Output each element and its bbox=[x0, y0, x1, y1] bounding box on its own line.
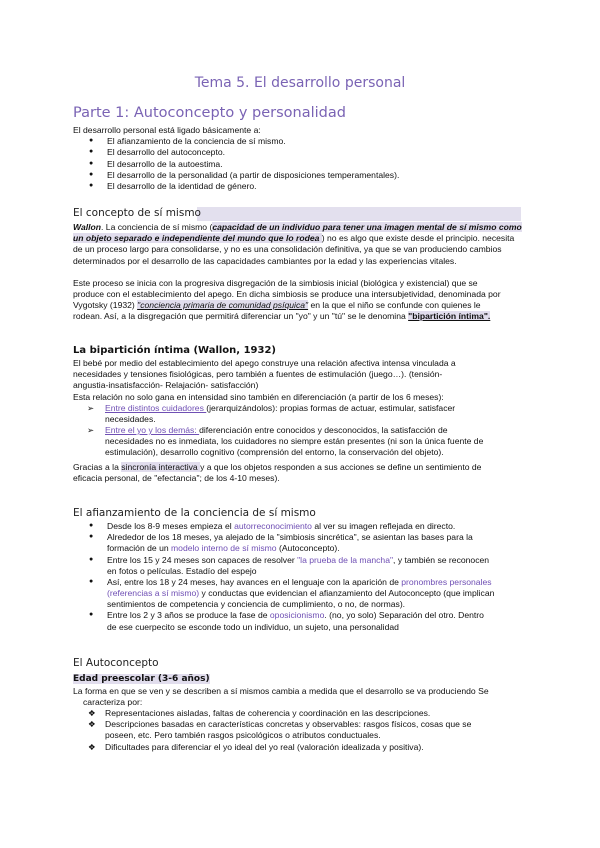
list-item bbox=[73, 577, 543, 611]
arrow-bullet-icon: ➢ bbox=[87, 425, 95, 436]
diamond-bullet-icon: ❖ bbox=[88, 719, 96, 730]
text: necesidades no es inmediata, los cuidadores no siempre están presentes (ni son la única fuente de bbox=[105, 436, 484, 447]
text: (jerarquizándolos): propias formas de actuar, estimular, satisfacer bbox=[206, 402, 456, 413]
part1-section bbox=[73, 125, 528, 192]
autoconcepto-section bbox=[73, 673, 533, 753]
text: El bebé por medio del establecimiento del apego construye una relación afectiva intensa vinculada a bbox=[73, 358, 456, 368]
arrow-bullet-icon: ➢ bbox=[87, 402, 95, 413]
text: de ese cuerpecito se esconde todo un individuo, un sujeto, una personalidad bbox=[107, 621, 399, 632]
sincronia-highlight: sincronía interactiva bbox=[121, 461, 201, 472]
list-item bbox=[73, 521, 543, 532]
biparticion-section bbox=[73, 358, 533, 484]
afianzamiento-list bbox=[73, 521, 543, 633]
text: poseen, etc. Pero también rasgos psicológicos o atributos conductuales. bbox=[105, 730, 381, 741]
text: Entre los 2 y 3 años se produce la fase de bbox=[107, 610, 270, 621]
term: "la prueba de la mancha" bbox=[297, 554, 394, 565]
list-item bbox=[73, 555, 543, 577]
part1-intro: El desarrollo personal está ligado básicamente a: bbox=[73, 125, 261, 135]
text: Descripciones basadas en características concretas y observables: rasgos físicos, cosas que se bbox=[105, 719, 472, 730]
vygotsky-quote: "conciencia primaria de comunidad psíquica" bbox=[137, 300, 309, 311]
list-item bbox=[73, 742, 533, 753]
afianzamiento-heading: El afianzamiento de la conciencia de sí mismo bbox=[73, 507, 316, 519]
concepto-heading: El concepto de sí mismo bbox=[73, 207, 201, 219]
text: rodean. Así, a la disgregación que permitirá diferenciar un "yo" y un "tú" se le denomina bbox=[73, 311, 409, 322]
text: determinados por el desarrollo de las capacidades cambiantes por la edad y las experiencias vitales. bbox=[73, 255, 457, 266]
text: ) no es algo que existe desde el principio. necesita bbox=[321, 233, 515, 244]
text: caracteriza por: bbox=[83, 696, 143, 707]
text: de un proceso largo para consolidarse, y no es una consolidación definitiva, ya que se van produciendo cambios bbox=[73, 244, 502, 255]
text: diferenciación entre conocidos y desconocidos, la satisfacción de bbox=[199, 425, 448, 436]
definition-highlight: capacidad de un individuo para tener una imagen mental de sí mismo como bbox=[212, 222, 522, 232]
list-item bbox=[73, 532, 543, 554]
autoconcepto-heading: El Autoconcepto bbox=[73, 657, 159, 669]
text: formación de un bbox=[107, 543, 172, 554]
part1-list bbox=[73, 136, 528, 192]
list-item: ● El desarrollo del autoconcepto. bbox=[73, 147, 528, 158]
diamond-bullet-icon: ❖ bbox=[88, 741, 96, 752]
text: al ver su imagen reflejada en directo. bbox=[311, 521, 456, 531]
biparticion-heading-wrap bbox=[73, 344, 528, 357]
autoconcepto-heading-wrap bbox=[73, 657, 528, 671]
text: en fotos o películas. Estadío del espejo bbox=[107, 565, 257, 576]
text: eficacia personal, de "efectancia"; de los 4-10 meses). bbox=[73, 472, 280, 483]
page-title: Tema 5. El desarrollo personal bbox=[194, 75, 406, 91]
autoconcepto-subheading: Edad preescolar (3-6 años) bbox=[73, 674, 210, 684]
arrow-list bbox=[73, 403, 533, 459]
list-item bbox=[73, 610, 543, 632]
list-item: ● El desarrollo de la personalidad (a partir de disposiciones temperamentales). bbox=[73, 170, 528, 181]
text: , y también se reconocen bbox=[393, 554, 490, 565]
text: Dificultades para diferenciar el yo ideal del yo real (valoración idealizada y positiva). bbox=[105, 741, 424, 752]
definition-highlight: un objeto separado e independiente del mundo que lo rodea bbox=[73, 233, 322, 244]
concepto-heading-wrap bbox=[73, 207, 528, 221]
concepto-section bbox=[73, 222, 533, 322]
text: angustia-insatisfacción- Relajación- satisfacción) bbox=[73, 380, 259, 391]
text: Esta relación no solo gana en intensidad sino también en diferenciación (a partir de los 6 meses): bbox=[73, 391, 444, 402]
text: Este proceso se inicia con la progresiva disgregación de la simbiosis inicial (biológica y existencial) que se bbox=[73, 277, 478, 288]
part1-heading: Parte 1: Autoconcepto y personalidad bbox=[73, 105, 346, 121]
text: y conductas que evidencian el afianzamiento del Autoconcepto (que implican bbox=[199, 588, 495, 599]
text: y a que los objetos responden a sus acciones se define un sentimiento de bbox=[200, 461, 482, 472]
term: modelo interno de sí mismo bbox=[171, 543, 277, 554]
text: (Autoconcepto). bbox=[276, 543, 340, 554]
link-text: Entre el yo y los demás: bbox=[105, 425, 200, 436]
term: autorreconocimiento bbox=[234, 521, 312, 531]
term: pronombres personales bbox=[401, 576, 492, 587]
list-item: ● El afianzamiento de la conciencia de sí mismo. bbox=[73, 136, 528, 147]
diamond-list bbox=[73, 708, 533, 753]
text: La forma en que se ven y se describen a sí mismos cambia a medida que el desarrollo se va produciendo Se bbox=[73, 685, 489, 696]
text: estimulación), desarrollo cognitivo (comprensión del entorno, la conservación del objeto). bbox=[105, 447, 444, 458]
text: Desde los 8-9 meses empieza el bbox=[107, 521, 235, 531]
list-item bbox=[73, 425, 533, 459]
term: (referencias a sí mismo) bbox=[107, 588, 200, 599]
list-item bbox=[73, 403, 533, 425]
biparticion-heading: La bipartición íntima (Wallon, 1932) bbox=[73, 345, 276, 356]
text: . (no, yo solo) Separación del otro. Dentro bbox=[324, 610, 484, 621]
biparticion-term: "bipartición íntima". bbox=[408, 311, 491, 322]
link-text: Entre distintos cuidadores bbox=[105, 402, 207, 413]
text: Representaciones aisladas, faltas de coherencia y coordinación en las descripciones. bbox=[105, 708, 431, 719]
term: oposicionismo bbox=[269, 610, 325, 621]
text: necesidades y tensiones fisiológicas, pero también a fuentes de estimulación (juego…). (tensión- bbox=[73, 369, 443, 380]
text: Así, entre los 18 y 24 meses, hay avances en el lenguaje con la aparición de bbox=[107, 576, 402, 587]
text: . La conciencia de sí mismo ( bbox=[101, 222, 213, 232]
text: Entre los 15 y 24 meses son capaces de resolver bbox=[107, 554, 298, 565]
text: en la que el niño se confunde con quienes le bbox=[308, 300, 481, 311]
list-item: ● El desarrollo de la autoestima. bbox=[73, 159, 528, 170]
diamond-bullet-icon: ❖ bbox=[88, 708, 96, 719]
text: produce con el establecimiento del apego. En dicha simbiosis se produce una intersubjetividad, denominada por bbox=[73, 288, 501, 299]
text: Gracias a la bbox=[73, 461, 122, 472]
list-item bbox=[73, 719, 533, 741]
wallon-name: Wallon bbox=[73, 222, 102, 232]
text: sentimientos de competencia y conciencia de cumplimiento, o no, de normas). bbox=[107, 599, 406, 610]
list-item bbox=[73, 708, 533, 719]
text: Vygotsky (1932) bbox=[73, 300, 138, 311]
text: necesidades. bbox=[105, 413, 156, 424]
list-item: ● El desarrollo de la identidad de género. bbox=[73, 181, 528, 192]
text: ● Alrededor de los 18 meses, ya alejado de la "simbiosis sincrética", se asientan las bases para la bbox=[107, 532, 473, 543]
afianzamiento-heading-wrap bbox=[73, 507, 528, 521]
